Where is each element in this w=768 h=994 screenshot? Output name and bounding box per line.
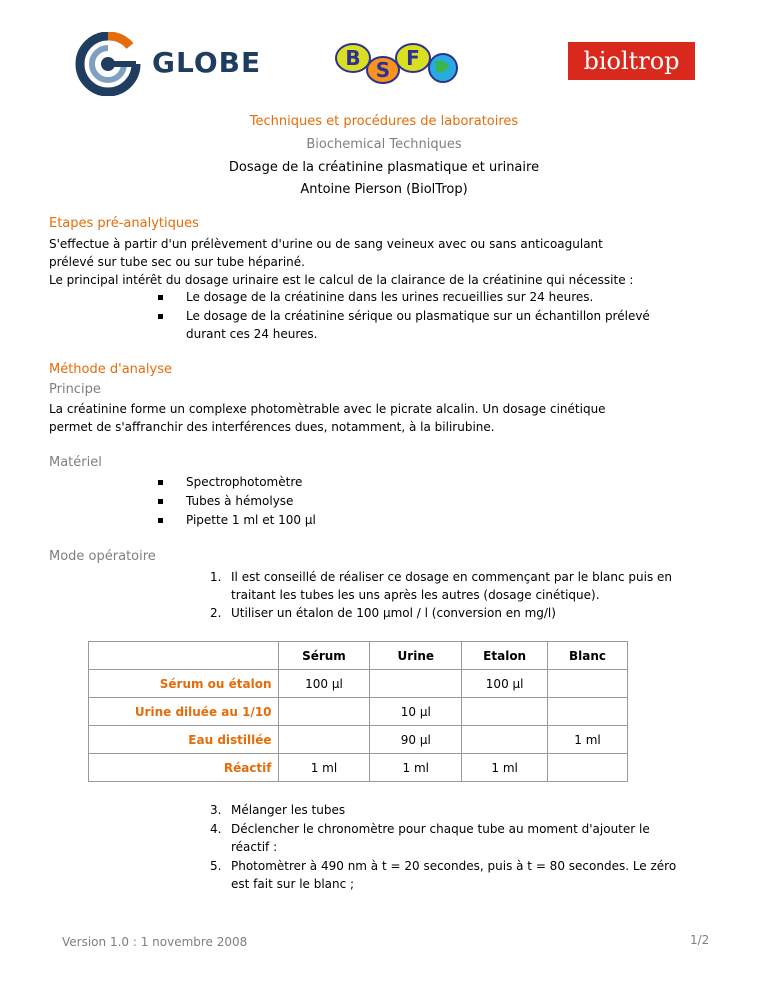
table-header-cell <box>89 642 279 670</box>
row-label: Sérum ou étalon <box>89 670 279 698</box>
step-3-text: Mélanger les tubes <box>231 803 346 817</box>
bsf-letter-b: B <box>345 46 361 70</box>
row-label: Urine diluée au 1/10 <box>89 698 279 726</box>
principe-text-b: permet de s'affranchir des interférences dues, notamment, à la bilirubine. <box>49 420 495 434</box>
step-number: 4. <box>210 822 222 836</box>
step-1-text-a: Il est conseillé de réaliser ce dosage en commençant par le blanc puis en <box>231 570 673 584</box>
table-row <box>89 698 628 726</box>
bsf-logo <box>333 38 463 88</box>
step-1-text-b: traitant les tubes les uns après les autres (dosage cinétique). <box>231 588 600 602</box>
table-row <box>89 726 628 754</box>
table-header-cell: Sérum <box>278 642 370 670</box>
table-cell <box>370 670 462 698</box>
step-number: 5. <box>210 859 222 873</box>
bullet-square-icon <box>158 499 163 504</box>
section-heading-etapes: Etapes pré-analytiques <box>49 216 199 231</box>
table-header-cell: Blanc <box>548 642 628 670</box>
materiel-item: Pipette 1 ml et 100 µl <box>186 513 316 527</box>
bsf-letter-s: S <box>375 58 391 82</box>
step-5-text-b: est fait sur le blanc ; <box>231 877 355 891</box>
author-line: Antoine Pierson (BiolTrop) <box>300 182 468 197</box>
row-label: Réactif <box>89 754 279 782</box>
table-cell: 90 µl <box>370 726 462 754</box>
globe-logo <box>68 32 262 96</box>
subheading-principe: Principe <box>49 382 101 397</box>
materiel-item: Tubes à hémolyse <box>186 494 294 508</box>
table-cell: 1 ml <box>462 754 548 782</box>
table-cell: 1 ml <box>548 726 628 754</box>
subheading-materiel: Matériel <box>49 455 102 470</box>
document-subtitle: Biochemical Techniques <box>306 137 462 152</box>
table-cell <box>548 698 628 726</box>
bullet-square-icon <box>158 295 163 300</box>
step-4-text-b: réactif : <box>231 840 278 854</box>
table-row <box>89 754 628 782</box>
table-cell <box>548 670 628 698</box>
table-cell <box>462 698 548 726</box>
etapes-bullet-2b: durant ces 24 heures. <box>186 327 318 341</box>
section-heading-methode: Méthode d'analyse <box>49 362 172 377</box>
reagent-table <box>88 641 628 782</box>
document-title: Techniques et procédures de laboratoires <box>249 114 519 129</box>
materiel-item: Spectrophotomètre <box>186 475 303 489</box>
footer-page-number: 1/2 <box>690 933 710 947</box>
bullet-square-icon <box>158 314 163 319</box>
bsf-letter-f: F <box>406 46 420 70</box>
table-cell: 1 ml <box>278 754 370 782</box>
table-cell: 100 µl <box>462 670 548 698</box>
etapes-bullet-2a: Le dosage de la créatinine sérique ou plasmatique sur un échantillon prélevé <box>186 309 650 323</box>
table-cell: 10 µl <box>370 698 462 726</box>
table-header-cell: Etalon <box>462 642 548 670</box>
etapes-bullet-1: Le dosage de la créatinine dans les urines recueillies sur 24 heures. <box>186 290 594 304</box>
bullet-square-icon <box>158 518 163 523</box>
step-number: 2. <box>210 606 222 620</box>
table-cell <box>462 726 548 754</box>
table-cell <box>278 698 370 726</box>
step-number: 3. <box>210 803 222 817</box>
etapes-paragraph-1a: S'effectue à partir d'un prélèvement d'urine ou de sang veineux avec ou sans anticoagulant <box>49 237 603 251</box>
table-cell <box>548 754 628 782</box>
procedure-title: Dosage de la créatinine plasmatique et urinaire <box>228 160 540 175</box>
step-number: 1. <box>210 570 222 584</box>
etapes-paragraph-1b: prélevé sur tube sec ou sur tube hépariné. <box>49 255 305 269</box>
step-2-text: Utiliser un étalon de 100 µmol / l (conversion en mg/l) <box>231 606 556 620</box>
globe-emblem-icon <box>68 32 152 96</box>
globe-wordmark: GLOBE <box>152 46 262 79</box>
table-header-row <box>89 642 628 670</box>
table-cell: 100 µl <box>278 670 370 698</box>
table-row <box>89 670 628 698</box>
step-5-text-a: Photomètrer à 490 nm à t = 20 secondes, puis à t = 80 secondes. Le zéro <box>231 859 677 873</box>
principe-text-a: La créatinine forme un complexe photomètrable avec le picrate alcalin. Un dosage cinétique <box>49 402 606 416</box>
table-cell: 1 ml <box>370 754 462 782</box>
footer-version: Version 1.0 : 1 novembre 2008 <box>62 935 248 949</box>
etapes-paragraph-2: Le principal intérêt du dosage urinaire est le calcul de la clairance de la créatinine qui nécessite : <box>49 273 634 287</box>
subheading-mode-operatoire: Mode opératoire <box>49 549 156 564</box>
table-cell <box>278 726 370 754</box>
bioltrop-logo: bioltrop <box>568 42 695 80</box>
row-label: Eau distillée <box>89 726 279 754</box>
bullet-square-icon <box>158 480 163 485</box>
table-header-cell: Urine <box>370 642 462 670</box>
step-4-text-a: Déclencher le chronomètre pour chaque tube au moment d'ajouter le <box>231 822 650 836</box>
